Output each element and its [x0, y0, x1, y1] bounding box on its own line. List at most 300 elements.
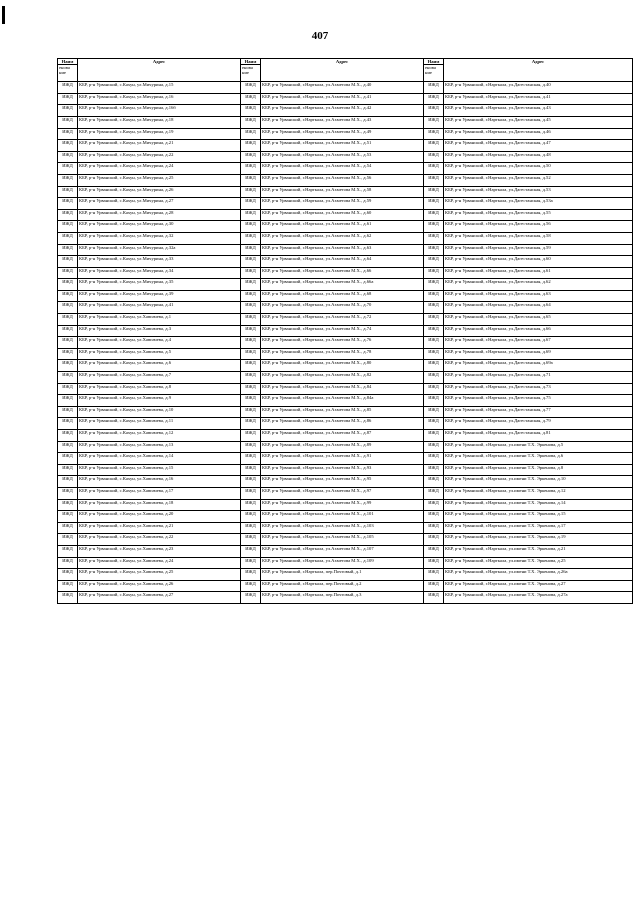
object-type-cell: ИЖД	[58, 360, 78, 372]
object-type-cell: ИЖД	[58, 557, 78, 569]
address-cell: КБР, р-н Урванский, г.Нарткала, ул.Дагестанская, д.81	[444, 430, 633, 442]
table-row	[58, 372, 633, 384]
table-row	[58, 267, 633, 279]
address-cell: КБР, р-н Урванский, г.Нарткала, ул.Ахметова М.Х., д.49	[261, 128, 424, 140]
table-row	[58, 499, 633, 511]
address-cell: КБР, р-н Урванский, с.Кахун, ул.Мичурина, д.27	[78, 198, 241, 210]
address-table	[57, 58, 633, 604]
address-cell: КБР, р-н Урванский, с.Кахун, ул.Хавпачева, д.1	[78, 314, 241, 326]
object-type-cell: ИЖД	[424, 174, 444, 186]
object-type-cell: ИЖД	[58, 209, 78, 221]
object-type-cell: ИЖД	[58, 116, 78, 128]
object-type-cell: ИЖД	[241, 116, 261, 128]
object-type-cell: ИЖД	[424, 499, 444, 511]
address-cell: КБР, р-н Урванский, г.Нарткала, ул.Ахметова М.Х., д.64	[261, 256, 424, 268]
object-type-cell: ИЖД	[58, 244, 78, 256]
object-type-cell: ИЖД	[424, 406, 444, 418]
address-cell: КБР, р-н Урванский, г.Нарткала, ул.Ахметова М.Х., д.76	[261, 337, 424, 349]
address-cell: КБР, р-н Урванский, с.Кахун, ул.Хавпачева, д.8	[78, 383, 241, 395]
object-type-cell: ИЖД	[241, 453, 261, 465]
object-type-cell: ИЖД	[241, 441, 261, 453]
header-name-2: Наим	[241, 59, 261, 65]
address-cell: КБР, р-н Урванский, г.Нарткала, ул.Ахметова М.Х., д.97	[261, 487, 424, 499]
object-type-cell: ИЖД	[241, 360, 261, 372]
address-cell: КБР, р-н Урванский, с.Кахун, ул.Хавпачева, д.12	[78, 430, 241, 442]
address-cell: КБР, р-н Урванский, г.Нарткала, ул.Ахметова М.Х., д.59	[261, 198, 424, 210]
address-cell: КБР, р-н Урванский, г.Нарткала, ул.Ахметова М.Х., д.82	[261, 372, 424, 384]
object-type-cell: ИЖД	[58, 406, 78, 418]
address-cell: КБР, р-н Урванский, с.Кахун, ул.Хавпачева, д.4	[78, 337, 241, 349]
object-type-cell: ИЖД	[424, 383, 444, 395]
table-row	[58, 522, 633, 534]
address-cell: КБР, р-н Урванский, г.Нарткала, ул.имени Т.Х. Эркенова, д.8	[444, 464, 633, 476]
object-type-cell: ИЖД	[58, 267, 78, 279]
address-cell: КБР, р-н Урванский, г.Нарткала, ул.Ахметова М.Х., д.62	[261, 232, 424, 244]
address-cell: КБР, р-н Урванский, г.Нарткала, ул.Дагестанская, д.59	[444, 244, 633, 256]
address-cell: КБР, р-н Урванский, г.Нарткала, ул.Ахметова М.Х., д.54	[261, 163, 424, 175]
table-row	[58, 140, 633, 152]
object-type-cell: ИЖД	[424, 487, 444, 499]
address-cell: КБР, р-н Урванский, г.Нарткала, ул.Дагестанская, д.47	[444, 140, 633, 152]
address-cell: КБР, р-н Урванский, г.Нарткала, ул.Ахметова М.Х., д.107	[261, 545, 424, 557]
object-type-cell: ИЖД	[241, 348, 261, 360]
object-type-cell: ИЖД	[241, 93, 261, 105]
address-cell: КБР, р-н Урванский, с.Кахун, ул.Мичурина, д.19	[78, 128, 241, 140]
object-type-cell: ИЖД	[241, 128, 261, 140]
address-cell: КБР, р-н Урванский, г.Нарткала, ул.Ахметова М.Х., д.80	[261, 360, 424, 372]
object-type-cell: ИЖД	[424, 430, 444, 442]
table-row	[58, 151, 633, 163]
table-row	[58, 441, 633, 453]
object-type-cell: ИЖД	[424, 105, 444, 117]
address-cell: КБР, р-н Урванский, г.Нарткала, ул.Дагестанская, д.66	[444, 325, 633, 337]
object-type-cell: ИЖД	[241, 418, 261, 430]
address-cell: КБР, р-н Урванский, с.Кахун, ул.Мичурина, д.24	[78, 163, 241, 175]
address-cell: КБР, р-н Урванский, с.Кахун, ул.Хавпачева, д.15	[78, 464, 241, 476]
table-row	[58, 360, 633, 372]
object-type-cell: ИЖД	[424, 209, 444, 221]
object-type-cell: ИЖД	[58, 534, 78, 546]
object-type-cell: ИЖД	[241, 140, 261, 152]
address-cell: КБР, р-н Урванский, г.Нарткала, ул.Ахметова М.Х., д.109	[261, 557, 424, 569]
table-row	[58, 198, 633, 210]
table-row	[58, 464, 633, 476]
object-type-cell: ИЖД	[424, 464, 444, 476]
table-row	[58, 511, 633, 523]
address-cell: КБР, р-н Урванский, г.Нарткала, ул.имени Т.Х. Эркенова, д.19	[444, 534, 633, 546]
address-cell: КБР, р-н Урванский, с.Кахун, ул.Мичурина, д.32	[78, 232, 241, 244]
address-cell: КБР, р-н Урванский, г.Нарткала, ул.Ахметова М.Х., д.91	[261, 453, 424, 465]
object-type-cell: ИЖД	[241, 267, 261, 279]
object-type-cell: ИЖД	[58, 580, 78, 592]
address-cell: КБР, р-н Урванский, г.Нарткала, ул.Ахметова М.Х., д.99	[261, 499, 424, 511]
address-cell: КБР, р-н Урванский, г.Нарткала, ул.Дагестанская, д.67	[444, 337, 633, 349]
address-cell: КБР, р-н Урванский, г.Нарткала, ул.Ахметова М.Х., д.61	[261, 221, 424, 233]
address-cell: КБР, р-н Урванский, г.Нарткала, ул.Ахметова М.Х., д.53	[261, 151, 424, 163]
object-type-cell: ИЖД	[58, 232, 78, 244]
object-type-cell: ИЖД	[241, 256, 261, 268]
address-cell: КБР, р-н Урванский, г.Нарткала, ул.Ахметова М.Х., д.63	[261, 244, 424, 256]
object-type-cell: ИЖД	[241, 487, 261, 499]
address-cell: КБР, р-н Урванский, г.Нарткала, ул.Ахметова М.Х., д.58	[261, 186, 424, 198]
address-cell: КБР, р-н Урванский, г.Нарткала, ул.Дагестанская, д.48	[444, 151, 633, 163]
object-type-cell: ИЖД	[424, 580, 444, 592]
address-cell: КБР, р-н Урванский, г.Нарткала, ул.Ахметова М.Х., д.66а	[261, 279, 424, 291]
object-type-cell: ИЖД	[241, 383, 261, 395]
address-cell: КБР, р-н Урванский, с.Кахун, ул.Мичурина, д.30	[78, 221, 241, 233]
object-type-cell: ИЖД	[241, 580, 261, 592]
address-cell: КБР, р-н Урванский, с.Кахун, ул.Хавпачева, д.22	[78, 534, 241, 546]
object-type-cell: ИЖД	[241, 244, 261, 256]
address-cell: КБР, р-н Урванский, г.Нарткала, ул.Дагестанская, д.52	[444, 174, 633, 186]
address-cell: КБР, р-н Урванский, с.Кахун, ул.Хавпачева, д.11	[78, 418, 241, 430]
object-type-cell: ИЖД	[424, 372, 444, 384]
object-type-cell: ИЖД	[58, 545, 78, 557]
header-address-2: Адрес	[261, 59, 424, 82]
address-cell: КБР, р-н Урванский, г.Нарткала, ул.Дагестанская, д.64	[444, 302, 633, 314]
object-type-cell: ИЖД	[58, 348, 78, 360]
table-row	[58, 290, 633, 302]
object-type-cell: ИЖД	[241, 372, 261, 384]
table-row	[58, 82, 633, 94]
table-row	[58, 430, 633, 442]
address-cell: КБР, р-н Урванский, г.Нарткала, ул.Дагестанская, д.79	[444, 418, 633, 430]
object-type-cell: ИЖД	[58, 395, 78, 407]
object-type-cell: ИЖД	[424, 93, 444, 105]
object-type-cell: ИЖД	[241, 592, 261, 604]
address-cell: КБР, р-н Урванский, с.Кахун, ул.Хавпачева, д.26	[78, 580, 241, 592]
table-row	[58, 569, 633, 581]
object-type-cell: ИЖД	[241, 186, 261, 198]
table-row	[58, 487, 633, 499]
address-cell: КБР, р-н Урванский, г.Нарткала, ул.Дагестанская, д.69	[444, 348, 633, 360]
object-type-cell: ИЖД	[424, 569, 444, 581]
table-row	[58, 128, 633, 140]
address-cell: КБР, р-н Урванский, с.Кахун, ул.Мичурина, д.21	[78, 140, 241, 152]
object-type-cell: ИЖД	[58, 140, 78, 152]
object-type-cell: ИЖД	[424, 441, 444, 453]
address-cell: КБР, р-н Урванский, г.Нарткала, ул.Ахметова М.Х., д.70	[261, 302, 424, 314]
object-type-cell: ИЖД	[241, 534, 261, 546]
address-cell: КБР, р-н Урванский, г.Нарткала, ул.Ахметова М.Х., д.78	[261, 348, 424, 360]
address-cell: КБР, р-н Урванский, с.Кахун, ул.Мичурина, д.16б	[78, 105, 241, 117]
table-body	[58, 82, 633, 604]
table-row	[58, 592, 633, 604]
object-type-cell: ИЖД	[58, 151, 78, 163]
address-cell: КБР, р-н Урванский, с.Кахун, ул.Хавпачева, д.9	[78, 395, 241, 407]
address-cell: КБР, р-н Урванский, с.Кахун, ул.Хавпачева, д.16	[78, 476, 241, 488]
table-row	[58, 232, 633, 244]
object-type-cell: ИЖД	[424, 348, 444, 360]
object-type-cell: ИЖД	[241, 557, 261, 569]
object-type-cell: ИЖД	[58, 198, 78, 210]
address-cell: КБР, р-н Урванский, г.Нарткала, ул.Дагестанская, д.45	[444, 116, 633, 128]
address-cell: КБР, р-н Урванский, г.Нарткала, ул.имени Т.Х. Эркенова, д.10	[444, 476, 633, 488]
address-cell: КБР, р-н Урванский, г.Нарткала, ул.Ахметова М.Х., д.89	[261, 441, 424, 453]
address-cell: КБР, р-н Урванский, с.Кахун, ул.Хавпачева, д.27	[78, 592, 241, 604]
address-cell: КБР, р-н Урванский, г.Нарткала, ул.Дагестанская, д.71	[444, 372, 633, 384]
address-cell: КБР, р-н Урванский, г.Нарткала, ул.Дагестанская, д.75	[444, 395, 633, 407]
header-address-3: Адрес	[444, 59, 633, 82]
object-type-cell: ИЖД	[424, 314, 444, 326]
address-cell: КБР, р-н Урванский, г.Нарткала, ул.Дагестанская, д.77	[444, 406, 633, 418]
object-type-cell: ИЖД	[424, 557, 444, 569]
address-cell: КБР, р-н Урванский, г.Нарткала, ул.Ахметова М.Х., д.87	[261, 430, 424, 442]
object-type-cell: ИЖД	[241, 430, 261, 442]
object-type-cell: ИЖД	[241, 314, 261, 326]
object-type-cell: ИЖД	[424, 256, 444, 268]
address-cell: КБР, р-н Урванский, г.Нарткала, ул.имени Т.Х. Эркенова, д.15	[444, 511, 633, 523]
object-type-cell: ИЖД	[241, 406, 261, 418]
table-row	[58, 221, 633, 233]
address-cell: КБР, р-н Урванский, г.Нарткала, ул.Дагестанская, д.63	[444, 290, 633, 302]
object-type-cell: ИЖД	[58, 186, 78, 198]
address-cell: КБР, р-н Урванский, г.Нарткала, ул.Ахметова М.Х., д.86	[261, 418, 424, 430]
table-row	[58, 256, 633, 268]
address-cell: КБР, р-н Урванский, с.Кахун, ул.Мичурина, д.35	[78, 279, 241, 291]
address-cell: КБР, р-н Урванский, с.Кахун, ул.Хавпачева, д.25	[78, 569, 241, 581]
header-name-3: Наим	[424, 59, 444, 65]
address-cell: КБР, р-н Урванский, с.Кахун, ул.Хавпачева, д.21	[78, 522, 241, 534]
header-name-cont-1: енова ние	[58, 65, 78, 82]
address-cell: КБР, р-н Урванский, с.Кахун, ул.Хавпачева, д.14	[78, 453, 241, 465]
address-cell: КБР, р-н Урванский, г.Нарткала, ул.Ахметова М.Х., д.103	[261, 522, 424, 534]
table-row	[58, 406, 633, 418]
object-type-cell: ИЖД	[241, 279, 261, 291]
address-cell: КБР, р-н Урванский, с.Кахун, ул.Хавпачева, д.20	[78, 511, 241, 523]
address-cell: КБР, р-н Урванский, с.Кахун, ул.Мичурина, д.39	[78, 290, 241, 302]
address-cell: КБР, р-н Урванский, г.Нарткала, ул.Ахметова М.Х., д.74	[261, 325, 424, 337]
address-cell: КБР, р-н Урванский, г.Нарткала, ул.Дагестанская, д.41	[444, 93, 633, 105]
object-type-cell: ИЖД	[58, 337, 78, 349]
table-row	[58, 534, 633, 546]
object-type-cell: ИЖД	[58, 221, 78, 233]
address-cell: КБР, р-н Урванский, г.Нарткала, ул.Ахметова М.Х., д.72	[261, 314, 424, 326]
address-cell: КБР, р-н Урванский, г.Нарткала, ул.имени Т.Х. Эркенова, д.5	[444, 441, 633, 453]
address-cell: КБР, р-н Урванский, г.Нарткала, ул.имени Т.Х. Эркенова, д.27а	[444, 592, 633, 604]
address-cell: КБР, р-н Урванский, г.Нарткала, ул.имени Т.Х. Эркенова, д.25	[444, 557, 633, 569]
object-type-cell: ИЖД	[241, 545, 261, 557]
table-row	[58, 325, 633, 337]
object-type-cell: ИЖД	[241, 499, 261, 511]
address-cell: КБР, р-н Урванский, с.Кахун, ул.Хавпачева, д.5	[78, 348, 241, 360]
address-cell: КБР, р-н Урванский, г.Нарткала, ул.Ахметова М.Х., д.68	[261, 290, 424, 302]
object-type-cell: ИЖД	[424, 198, 444, 210]
object-type-cell: ИЖД	[424, 534, 444, 546]
table-row	[58, 93, 633, 105]
address-cell: КБР, р-н Урванский, г.Нарткала, ул.Ахметова М.Х., д.51	[261, 140, 424, 152]
object-type-cell: ИЖД	[424, 302, 444, 314]
object-type-cell: ИЖД	[58, 499, 78, 511]
address-cell: КБР, р-н Урванский, с.Кахун, ул.Мичурина, д.18	[78, 116, 241, 128]
table-row	[58, 557, 633, 569]
object-type-cell: ИЖД	[424, 325, 444, 337]
address-cell: КБР, р-н Урванский, с.Кахун, ул.Мичурина, д.16	[78, 93, 241, 105]
table-row	[58, 174, 633, 186]
table-row	[58, 395, 633, 407]
address-cell: КБР, р-н Урванский, г.Нарткала, ул.Дагестанская, д.60	[444, 256, 633, 268]
table-row	[58, 302, 633, 314]
object-type-cell: ИЖД	[58, 487, 78, 499]
table-row	[58, 244, 633, 256]
object-type-cell: ИЖД	[424, 267, 444, 279]
address-cell: КБР, р-н Урванский, с.Кахун, ул.Мичурина, д.33	[78, 256, 241, 268]
object-type-cell: ИЖД	[58, 453, 78, 465]
object-type-cell: ИЖД	[424, 232, 444, 244]
header-name-1: Наим	[58, 59, 78, 65]
object-type-cell: ИЖД	[241, 302, 261, 314]
object-type-cell: ИЖД	[424, 279, 444, 291]
address-cell: КБР, р-н Урванский, г.Нарткала, ул.Ахметова М.Х., д.95	[261, 476, 424, 488]
address-cell: КБР, р-н Урванский, г.Нарткала, ул.имени Т.Х. Эркенова, д.14	[444, 499, 633, 511]
object-type-cell: ИЖД	[241, 82, 261, 94]
address-cell: КБР, р-н Урванский, с.Кахун, ул.Хавпачева, д.10	[78, 406, 241, 418]
object-type-cell: ИЖД	[424, 337, 444, 349]
table-row	[58, 116, 633, 128]
table-row	[58, 314, 633, 326]
address-cell: КБР, р-н Урванский, с.Кахун, ул.Мичурина, д.34	[78, 267, 241, 279]
address-cell: КБР, р-н Урванский, г.Нарткала, ул.Дагестанская, д.58	[444, 232, 633, 244]
address-cell: КБР, р-н Урванский, г.Нарткала, ул.Дагестанская, д.56	[444, 221, 633, 233]
address-cell: КБР, р-н Урванский, г.Нарткала, ул.Ахметова М.Х., д.105	[261, 534, 424, 546]
header-address-1: Адрес	[78, 59, 241, 82]
table-row	[58, 418, 633, 430]
object-type-cell: ИЖД	[241, 476, 261, 488]
address-cell: КБР, р-н Урванский, г.Нарткала, пер.Почтовый, д.2	[261, 580, 424, 592]
address-cell: КБР, р-н Урванский, с.Кахун, ул.Мичурина, д.15	[78, 82, 241, 94]
object-type-cell: ИЖД	[424, 128, 444, 140]
table-row	[58, 580, 633, 592]
object-type-cell: ИЖД	[424, 244, 444, 256]
address-cell: КБР, р-н Урванский, с.Кахун, ул.Мичурина, д.22	[78, 151, 241, 163]
address-cell: КБР, р-н Урванский, г.Нарткала, ул.Ахметова М.Х., д.43	[261, 116, 424, 128]
object-type-cell: ИЖД	[58, 93, 78, 105]
object-type-cell: ИЖД	[424, 186, 444, 198]
table-row	[58, 209, 633, 221]
address-cell: КБР, р-н Урванский, г.Нарткала, ул.имени Т.Х. Эркенова, д.12	[444, 487, 633, 499]
table-row	[58, 105, 633, 117]
address-cell: КБР, р-н Урванский, г.Нарткала, ул.Дагестанская, д.53а	[444, 198, 633, 210]
object-type-cell: ИЖД	[424, 163, 444, 175]
object-type-cell: ИЖД	[58, 569, 78, 581]
object-type-cell: ИЖД	[424, 290, 444, 302]
address-cell: КБР, р-н Урванский, с.Кахун, ул.Мичурина, д.32а	[78, 244, 241, 256]
address-cell: КБР, р-н Урванский, г.Нарткала, ул.Дагестанская, д.43	[444, 105, 633, 117]
address-cell: КБР, р-н Урванский, г.Нарткала, ул.имени Т.Х. Эркенова, д.6	[444, 453, 633, 465]
address-cell: КБР, р-н Урванский, г.Нарткала, ул.Ахметова М.Х., д.41	[261, 93, 424, 105]
object-type-cell: ИЖД	[58, 464, 78, 476]
page-number: 407	[311, 30, 329, 42]
address-cell: КБР, р-н Урванский, г.Нарткала, пер.Почтовый, д.3	[261, 592, 424, 604]
object-type-cell: ИЖД	[58, 314, 78, 326]
address-cell: КБР, р-н Урванский, г.Нарткала, ул.имени Т.Х. Эркенова, д.27	[444, 580, 633, 592]
object-type-cell: ИЖД	[58, 430, 78, 442]
object-type-cell: ИЖД	[58, 592, 78, 604]
header-name-cont-3: енова ние	[424, 65, 444, 82]
object-type-cell: ИЖД	[241, 337, 261, 349]
object-type-cell: ИЖД	[241, 232, 261, 244]
object-type-cell: ИЖД	[241, 151, 261, 163]
address-cell: КБР, р-н Урванский, с.Кахун, ул.Хавпачева, д.18	[78, 499, 241, 511]
object-type-cell: ИЖД	[424, 82, 444, 94]
object-type-cell: ИЖД	[241, 464, 261, 476]
address-cell: КБР, р-н Урванский, с.Кахун, ул.Хавпачева, д.23	[78, 545, 241, 557]
address-cell: КБР, р-н Урванский, г.Нарткала, ул.Дагестанская, д.65	[444, 314, 633, 326]
object-type-cell: ИЖД	[58, 476, 78, 488]
header-name-cont-2: енова ние	[241, 65, 261, 82]
object-type-cell: ИЖД	[424, 545, 444, 557]
table-row	[58, 186, 633, 198]
object-type-cell: ИЖД	[424, 360, 444, 372]
address-cell: КБР, р-н Урванский, г.Нарткала, ул.Ахметова М.Х., д.60	[261, 209, 424, 221]
object-type-cell: ИЖД	[241, 395, 261, 407]
address-cell: КБР, р-н Урванский, с.Кахун, ул.Хавпачева, д.17	[78, 487, 241, 499]
object-type-cell: ИЖД	[58, 522, 78, 534]
object-type-cell: ИЖД	[424, 151, 444, 163]
address-cell: КБР, р-н Урванский, г.Нарткала, ул.Дагестанская, д.73	[444, 383, 633, 395]
table-row	[58, 453, 633, 465]
object-type-cell: ИЖД	[58, 418, 78, 430]
address-cell: КБР, р-н Урванский, г.Нарткала, ул.Ахметова М.Х., д.84а	[261, 395, 424, 407]
address-cell: КБР, р-н Урванский, г.Нарткала, ул.Ахметова М.Х., д.101	[261, 511, 424, 523]
object-type-cell: ИЖД	[424, 453, 444, 465]
address-cell: КБР, р-н Урванский, г.Нарткала, ул.имени Т.Х. Эркенова, д.26а	[444, 569, 633, 581]
object-type-cell: ИЖД	[241, 174, 261, 186]
object-type-cell: ИЖД	[58, 128, 78, 140]
object-type-cell: ИЖД	[58, 256, 78, 268]
address-cell: КБР, р-н Урванский, с.Кахун, ул.Хавпачева, д.6	[78, 360, 241, 372]
object-type-cell: ИЖД	[58, 441, 78, 453]
margin-bar	[2, 6, 5, 24]
address-cell: КБР, р-н Урванский, г.Нарткала, ул.Ахметова М.Х., д.40	[261, 82, 424, 94]
table-row	[58, 476, 633, 488]
address-cell: КБР, р-н Урванский, с.Кахун, ул.Хавпачева, д.3	[78, 325, 241, 337]
address-cell: КБР, р-н Урванский, г.Нарткала, ул.Дагестанская, д.53	[444, 186, 633, 198]
address-cell: КБР, р-н Урванский, с.Кахун, ул.Хавпачева, д.13	[78, 441, 241, 453]
object-type-cell: ИЖД	[58, 279, 78, 291]
address-cell: КБР, р-н Урванский, с.Кахун, ул.Мичурина, д.28	[78, 209, 241, 221]
object-type-cell: ИЖД	[241, 325, 261, 337]
address-cell: КБР, р-н Урванский, г.Нарткала, пер.Почтовый, д.1	[261, 569, 424, 581]
address-cell: КБР, р-н Урванский, с.Кахун, ул.Мичурина, д.41	[78, 302, 241, 314]
address-cell: КБР, р-н Урванский, г.Нарткала, ул.Дагестанская, д.40	[444, 82, 633, 94]
object-type-cell: ИЖД	[424, 592, 444, 604]
object-type-cell: ИЖД	[58, 372, 78, 384]
address-cell: КБР, р-н Урванский, с.Кахун, ул.Мичурина, д.26	[78, 186, 241, 198]
object-type-cell: ИЖД	[58, 325, 78, 337]
object-type-cell: ИЖД	[424, 476, 444, 488]
address-cell: КБР, р-н Урванский, г.Нарткала, ул.имени Т.Х. Эркенова, д.17	[444, 522, 633, 534]
address-cell: КБР, р-н Урванский, г.Нарткала, ул.Дагестанская, д.62	[444, 279, 633, 291]
object-type-cell: ИЖД	[58, 302, 78, 314]
object-type-cell: ИЖД	[241, 290, 261, 302]
object-type-cell: ИЖД	[58, 174, 78, 186]
object-type-cell: ИЖД	[424, 140, 444, 152]
address-cell: КБР, р-н Урванский, с.Кахун, ул.Хавпачева, д.24	[78, 557, 241, 569]
address-cell: КБР, р-н Урванский, г.Нарткала, ул.Ахметова М.Х., д.84	[261, 383, 424, 395]
address-cell: КБР, р-н Урванский, г.Нарткала, ул.Дагестанская, д.61	[444, 267, 633, 279]
address-cell: КБР, р-н Урванский, с.Кахун, ул.Мичурина, д.25	[78, 174, 241, 186]
object-type-cell: ИЖД	[58, 290, 78, 302]
object-type-cell: ИЖД	[58, 105, 78, 117]
object-type-cell: ИЖД	[241, 569, 261, 581]
table-row	[58, 337, 633, 349]
object-type-cell: ИЖД	[424, 116, 444, 128]
table-row	[58, 163, 633, 175]
object-type-cell: ИЖД	[424, 511, 444, 523]
address-cell: КБР, р-н Урванский, г.Нарткала, ул.Ахметова М.Х., д.56	[261, 174, 424, 186]
address-cell: КБР, р-н Урванский, г.Нарткала, ул.Ахметова М.Х., д.93	[261, 464, 424, 476]
